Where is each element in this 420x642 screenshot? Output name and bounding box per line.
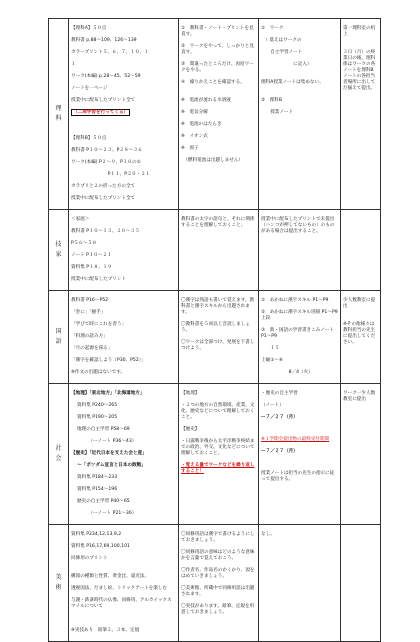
scope-line: カラープリント５、６、７、１０、１ xyxy=(71,50,149,55)
submission-line: （ノート） xyxy=(261,403,284,408)
advice-line: 〇実技があります。鉛筆、定規を用意しておきましょう。 xyxy=(181,604,255,615)
scope-line: 資料集 P184～233 xyxy=(77,475,118,480)
scope-line: P５６～５８ xyxy=(71,241,97,246)
advice-line: 〇作者名、作品名のかくかり、図をはめていきましょう。 xyxy=(181,568,255,579)
advice-red-note: ・覚える量でワークなどを繰り返しすること！ xyxy=(181,463,255,474)
advice-line: ※ 電気分解 xyxy=(181,110,208,115)
advice-line: ① 教科書・ノート・プリントを見直す。 xyxy=(181,26,254,37)
advice-line: ③ 間違ったところだけ、再度ワークをやる。 xyxy=(181,62,254,73)
history-heading: 【歴史】「近代日本を支えた会と産」 xyxy=(71,451,147,456)
study-advice-cell xyxy=(179,291,259,384)
advice-line: ・２つの地方の自然環境、産業、文化、歴史などについて理解しておくこと。 xyxy=(181,403,255,420)
submission-line: 上級①～⑥ xyxy=(261,358,284,363)
subject-label: 美術 xyxy=(55,574,62,591)
row-tech-home xyxy=(49,210,381,291)
subject-cell xyxy=(49,19,69,210)
scope-line: ワーク(本編) P２～９、P１０の① xyxy=(71,160,141,165)
submission-cell xyxy=(259,19,341,210)
advice-line: ※ 電流が流れる水溶液 xyxy=(181,98,231,103)
submission-line: 授業ノート xyxy=(261,110,294,115)
deadline-cell xyxy=(341,210,381,291)
deadline-cell xyxy=(341,525,381,642)
submission-line: に記入） xyxy=(261,62,312,67)
subject-label: 技家 xyxy=(55,241,62,258)
scope-line: 同修用のプリント xyxy=(71,556,108,561)
scope-line: 資料集 P16,17,69,100,101 xyxy=(71,544,130,549)
geography-heading: 【地理】「東北地方」「北海道地方」 xyxy=(71,391,145,396)
submission-line: ③ 新・国語の学習書きこみノート P1～P9 xyxy=(261,328,334,339)
scope-line: 授業中に配布したプリント xyxy=(71,277,126,282)
scope-line: 教科書 p.88～109、126～139 xyxy=(71,38,137,43)
submission-line: 理科A授業ノートは集めない。 xyxy=(261,80,324,85)
scope-line: 与謝・鉄斎時代の仏像、同修用、アルカイックスマイルについて xyxy=(71,598,172,609)
due-date: ー７／２７（月） xyxy=(261,415,298,420)
science-b-heading: 【理科B】５０点 xyxy=(71,136,107,141)
scope-cell xyxy=(69,291,179,384)
deadline-cell xyxy=(341,384,381,525)
scope-line: 地理の自主学習 P58～69 xyxy=(77,427,130,432)
history-heading-2: ～「ポツダム宣言と日本の敗戦」 xyxy=(77,463,146,468)
scope-line: ※実技あり 鉛筆２、３本、定規 xyxy=(71,628,140,633)
advice-line: ④ 繰りかえことを確認する。 xyxy=(181,80,245,85)
deadline-cell xyxy=(341,291,381,384)
deadline-line: ワーク一少人数教室に提出 xyxy=(343,391,376,402)
scope-line: 「漢字を確認しよう（P30、P52）」 xyxy=(71,358,146,363)
scope-line: 資料集 P234,12,13,9,2 xyxy=(71,532,122,537)
science-a-heading: 【理科A】５０点 xyxy=(71,26,107,31)
subject-cell xyxy=(49,291,69,384)
scope-line: （ーノート P36～43） xyxy=(77,439,137,444)
submission-line: 自主学習ノート xyxy=(261,50,303,55)
submission-cell xyxy=(259,210,341,291)
scope-line: 「学びて時にこれを習う」 xyxy=(71,322,127,327)
final-deadline-note: ※１学期全提出物の最終受付期間 xyxy=(261,437,330,442)
scope-line: 「料理の読み方」 xyxy=(71,334,108,339)
submission-line: 授業ノートは担当の先生の指示に従って提出する。 xyxy=(261,471,335,482)
advice-line: ※ 原子 xyxy=(181,146,199,151)
scope-line: 資料集 P154～196 xyxy=(77,487,118,492)
scope-line: ワーク(本編) p.28～45、52～59 xyxy=(71,74,141,79)
deadline-cell xyxy=(341,19,381,210)
study-advice-cell xyxy=(179,525,259,642)
scope-cell xyxy=(69,384,179,525)
scope-line: 教科書 P１０～１３、２０～３５ xyxy=(71,229,140,234)
scope-line: 教科書 P１０～２３、P２８～３６ xyxy=(71,148,143,153)
subject-cell xyxy=(49,525,69,642)
deadline-line: 第一理科室の机上 xyxy=(343,26,376,37)
advice-line: 〇同修用語は漢字で書けるようにしておきましょう。 xyxy=(181,532,255,543)
submission-line: なし。 xyxy=(261,532,275,537)
advice-line: （燃料電池は出題しません） xyxy=(181,158,244,163)
submission-line: 8／4（火） xyxy=(261,370,313,375)
row-japanese xyxy=(49,291,381,384)
advice-line: ※ 電池のはたらき xyxy=(181,122,222,127)
deadline-line: 少人数教室に提出 xyxy=(343,298,376,309)
deadline-line: ※その他様々は教科担当の先生に提出してください。 xyxy=(343,322,376,345)
scope-cell xyxy=(69,525,179,642)
scope-line: 資料集 P１８、１９ xyxy=(71,265,112,270)
scope-cell xyxy=(69,210,179,291)
submission-line: １５ xyxy=(261,346,280,351)
history-label: 【歴史】 xyxy=(181,427,200,432)
subject-label: 国語 xyxy=(55,328,62,345)
scope-line: 「巻に」「握手」 xyxy=(71,310,106,315)
scope-line: 「月の起源を探る」 xyxy=(71,346,113,351)
study-advice-cell xyxy=(179,384,259,525)
test-scope-table xyxy=(48,18,381,642)
submission-line: ① ワーク xyxy=(261,26,284,31)
row-science xyxy=(49,19,381,210)
submission-cell xyxy=(259,291,341,384)
submission-line: ② 理科B xyxy=(261,98,283,103)
test-scope-sheet xyxy=(48,18,380,633)
submission-line: ① あかねに漢字スキル P1～P9 xyxy=(261,298,329,303)
study-advice-cell xyxy=(179,19,259,210)
advice-line: 〇美術館、所蔵中で同修用語は出題されます。 xyxy=(181,586,255,597)
submission-line: 授業中に配布したプリントで未提出（ハンコが押してないもの）のものがある場合は提出すること。 xyxy=(261,217,335,234)
advice-line: 〇教科書を５回以上音読しましょう。 xyxy=(181,322,250,333)
study-advice-cell xyxy=(179,210,259,291)
submission-line: （ 落えはワークの xyxy=(261,38,302,43)
row-art xyxy=(49,525,381,642)
due-date: ー７／２７（月） xyxy=(261,449,298,454)
scope-cell xyxy=(69,19,179,210)
scope-line: P１１、P２０・２１ xyxy=(71,172,151,177)
submission-line: ② あかねに漢字スキル別冊 P1～P9 上段 xyxy=(261,310,338,321)
row-social xyxy=(49,384,381,525)
submission-cell xyxy=(259,384,341,525)
subject-cell xyxy=(49,384,69,525)
advice-line: ② ワークをやって、しっかりと見直す。 xyxy=(181,44,254,55)
advice-line: ※ イオン式 xyxy=(181,134,208,139)
scope-line: 資料集 P190～205 xyxy=(77,415,118,420)
geography-label: 【地理】 xyxy=(181,391,200,396)
scope-line: ※作文の出題はないです。 xyxy=(71,370,126,375)
scope-line: 透視図法、だまし絵、トリックアートを楽しむ xyxy=(71,586,168,591)
scope-line: カラプリと２の折った方の全て xyxy=(71,184,136,189)
scope-line: 資料集 P240～265 xyxy=(77,403,118,408)
scope-line: 授業中に配布したプリント全て xyxy=(71,196,136,201)
submission-line: ・歴史の自主学習 xyxy=(261,391,298,396)
scope-line: （ーノート P21～36） xyxy=(77,511,137,516)
scope-line: 歴史の自主学習 P40～65 xyxy=(77,499,130,504)
deadline-line: ３日（月）の終業日の後、理科係はワークの各ノートを理科Bノートの各担当者場所に出してだ揃えて提出。 xyxy=(343,50,376,91)
science-a-red-note: （二周学習を行ってくる） xyxy=(73,110,129,115)
scope-line: 構図の種類と性質、黄金比、遠近法、 xyxy=(71,574,150,579)
home-heading: ＜家庭＞ xyxy=(71,217,90,222)
advice-line: 〇漢字は熟語も書いて覚えます。教科書と漢字スキルから出題されます。 xyxy=(181,298,255,315)
scope-line: １ xyxy=(71,62,76,67)
scope-line: ノート P１０～２１ xyxy=(71,253,112,258)
subject-cell xyxy=(49,210,69,291)
advice-line: 〇ワークは全部つけ、発展を下書しつけよう。 xyxy=(181,340,255,351)
submission-cell xyxy=(259,525,341,642)
scope-line: 授業中に配布したプリント全て xyxy=(71,98,136,103)
subject-label: 理科 xyxy=(55,105,62,122)
advice-line: ・日露戦争後から太平洋戦争終結までの政治、外交、文化などについて理解しておくこと。 xyxy=(181,439,255,456)
subject-label: 社会 xyxy=(55,445,62,462)
advice-line: 〇同修用語の意味はどのような意味かを言葉で覚えておこう。 xyxy=(181,550,255,561)
advice-line: 教科書の太字の語句と、それに関係することを理解しておくこと。 xyxy=(181,217,255,228)
scope-line: 教科書 P16～P52 xyxy=(71,298,109,303)
scope-line: ノートを一ページ xyxy=(71,86,108,91)
